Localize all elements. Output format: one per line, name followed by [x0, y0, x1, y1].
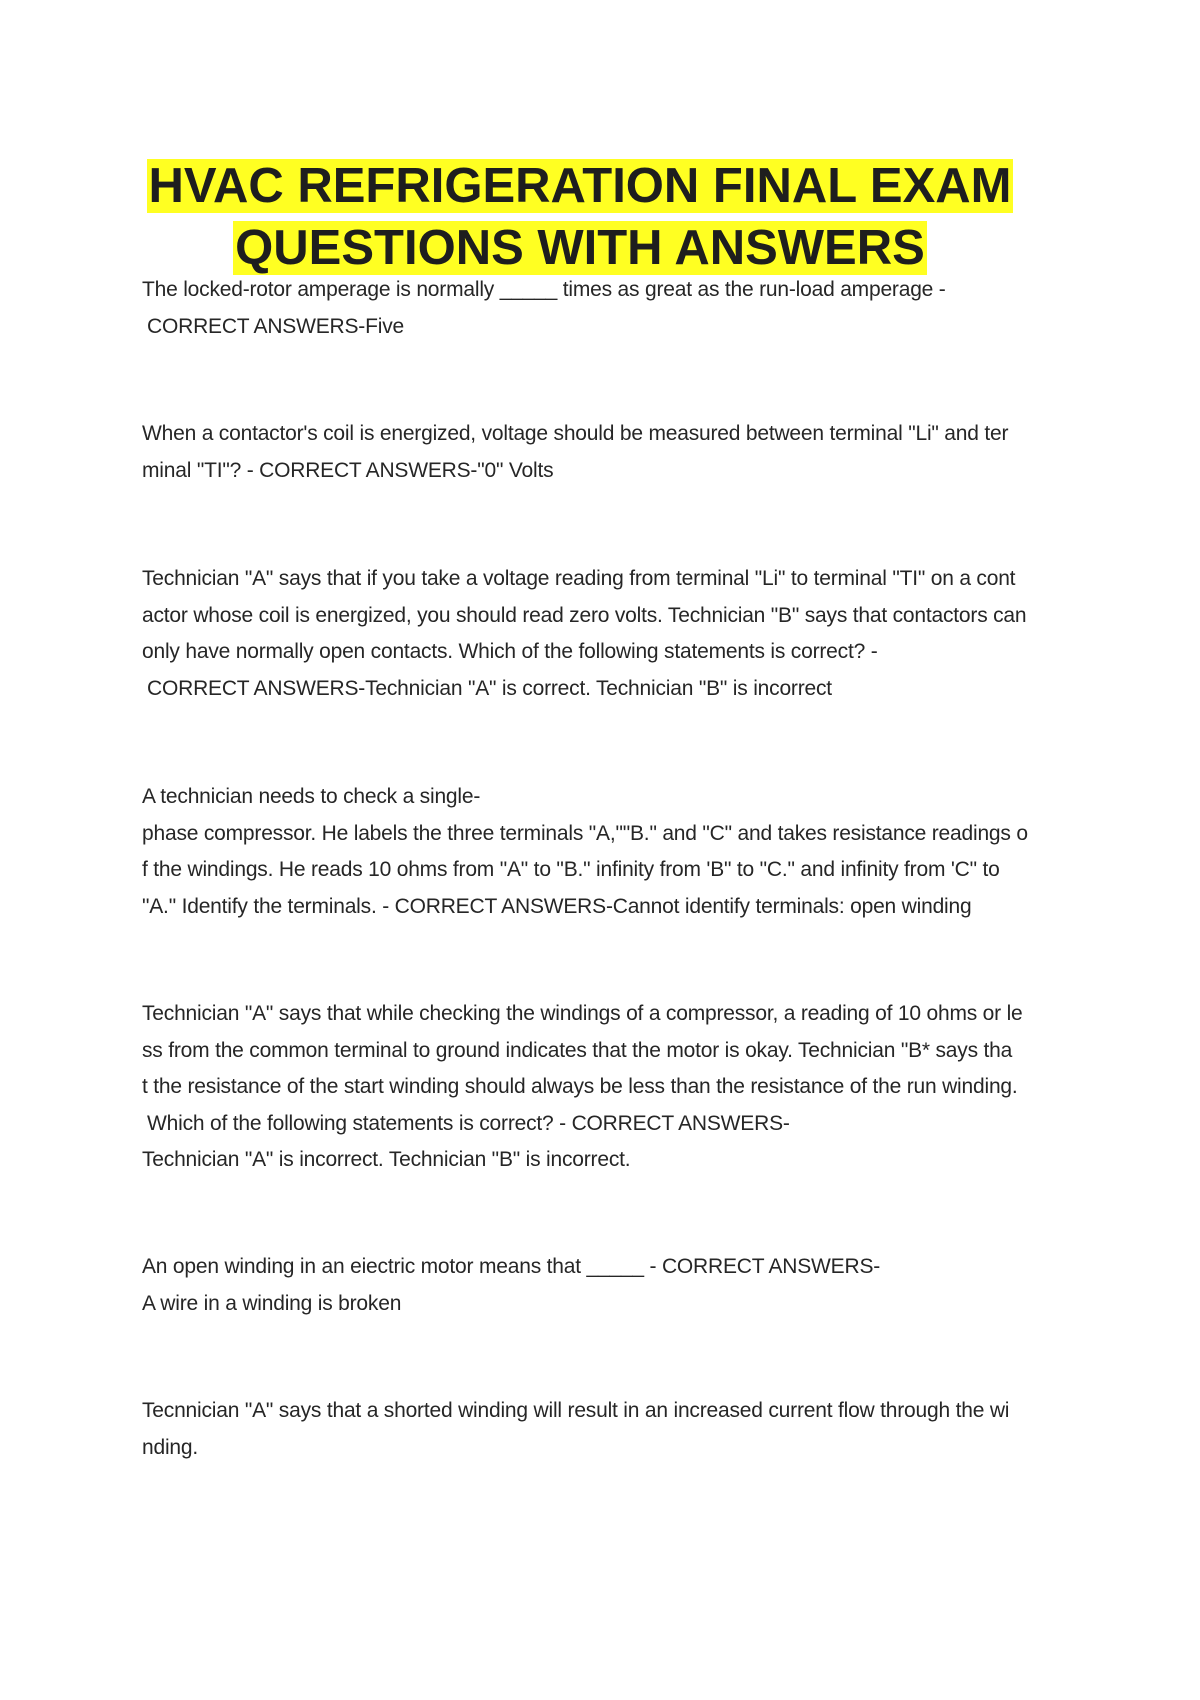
qa-block-6 [142, 1249, 1072, 1322]
qa-line: nding. [142, 1435, 199, 1459]
title-line-1: HVAC REFRIGERATION FINAL EXAM [148, 159, 1012, 213]
qa-line: Which of the following statements is correct? - CORRECT ANSWERS- [147, 1111, 790, 1135]
qa-answer-line: "A." Identify the terminals. - CORRECT ANSWERS-Cannot identify terminals: open winding [142, 894, 972, 918]
qa-line: Technician "A" says that while checking the windings of a compressor, a reading of 10 ohms or le [142, 1002, 1023, 1025]
qa-line: ss from the common terminal to ground indicates that the motor is okay. Technician "B* says tha [142, 1038, 1013, 1062]
qa-line: t the resistance of the start winding should always be less than the resistance of the run winding. [142, 1075, 1018, 1098]
qa-block-5 [142, 996, 1072, 1179]
qa-line: A technician needs to check a single- [142, 785, 481, 808]
qa-line: When a contactor's coil is energized, voltage should be measured between terminal "Li" and ter [142, 422, 1009, 445]
qa-line: only have normally open contacts. Which of the following statements is correct? - [142, 640, 878, 663]
qa-block-7 [142, 1393, 1072, 1466]
qa-line: actor whose coil is energized, you should read zero volts. Technician "B" says that contactors can [142, 603, 1027, 627]
page-title [140, 155, 1020, 279]
title-line-2: QUESTIONS WITH ANSWERS [235, 221, 925, 275]
qa-answer-line: CORRECT ANSWERS-Technician "A" is correct. Technician "B" is incorrect [147, 676, 832, 700]
qa-line: An open winding in an eiectric motor means that _____ - CORRECT ANSWERS- [142, 1255, 881, 1278]
qa-block-3 [142, 561, 1072, 707]
qa-answer-line: Technician "A" is incorrect. Technician "B" is incorrect. [142, 1148, 631, 1171]
qa-block-1 [142, 272, 1072, 345]
qa-line: Technician "A" says that if you take a voltage reading from terminal "Li" to terminal "TI" on a cont [142, 567, 1016, 590]
qa-line: The locked-rotor amperage is normally _____ times as great as the run-load amperage - [142, 278, 946, 301]
qa-line: f the windings. He reads 10 ohms from "A" to "B." infinity from 'B" to "C." and infinity from 'C" to [142, 858, 1000, 881]
qa-line: Tecnnician "A" says that a shorted winding will result in an increased current flow through the wi [142, 1399, 1010, 1422]
qa-answer-line: A wire in a winding is broken [142, 1291, 402, 1315]
qa-answer-line: CORRECT ANSWERS-Five [147, 314, 404, 338]
qa-line: phase compressor. He labels the three terminals "A,""B." and "C" and takes resistance readings o [142, 821, 1028, 845]
qa-answer-line: minal "TI"? - CORRECT ANSWERS-"0" Volts [142, 458, 554, 482]
qa-block-4 [142, 779, 1072, 925]
qa-block-2 [142, 416, 1072, 489]
